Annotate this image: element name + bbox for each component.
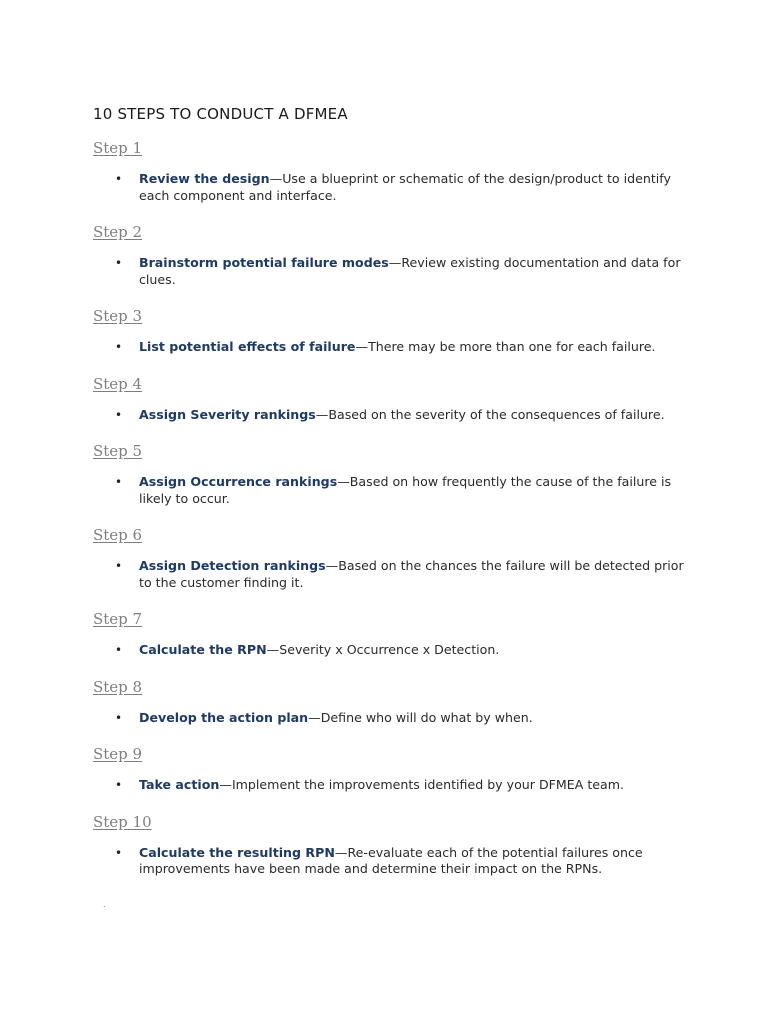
step-bullet-item [93, 255, 684, 288]
step-section [93, 609, 688, 659]
step-term: Brainstorm potential failure modes [139, 255, 389, 270]
step-bullet-item [93, 339, 684, 356]
step-heading: Step 7 [93, 610, 143, 628]
step-term: List potential effects of failure [139, 339, 356, 354]
bullet-icon: • [115, 559, 123, 573]
step-term: Assign Severity rankings [139, 406, 316, 422]
step-bullet-item [93, 777, 684, 794]
step-heading: Step 10 [93, 812, 152, 831]
step-heading: Step 1 [93, 139, 143, 157]
bullet-icon: • [115, 475, 123, 489]
step-description: —Define who will do what by when. [308, 709, 533, 725]
step-description: —Implement the improvements identified by your DFMEA team. [219, 777, 625, 792]
bullet-icon: • [115, 340, 123, 354]
step-bullet-item [93, 407, 684, 424]
step-term: Calculate the RPN [139, 642, 267, 657]
step-description: —Re-evaluate each of the potential failures once improvements have been made and determine their impact on the RPNs. [139, 844, 643, 876]
bullet-icon: • [115, 710, 123, 725]
step-heading: Step 3 [93, 307, 143, 325]
step-heading: Step 8 [93, 677, 143, 696]
bullet-icon: • [115, 845, 123, 860]
step-heading: Step 4 [93, 374, 143, 393]
bullet-icon: • [115, 643, 123, 657]
step-heading: Step 2 [93, 223, 143, 241]
step-section [93, 677, 688, 727]
step-section [93, 525, 688, 591]
step-section [93, 374, 688, 424]
step-description: —Review existing documentation and data for clues. [139, 255, 681, 287]
step-term: Review the design [139, 171, 270, 186]
step-term: Assign Occurrence rankings [139, 474, 338, 489]
bullet-icon: • [115, 172, 123, 186]
step-description: —Severity x Occurrence x Detection. [266, 642, 500, 657]
trailing-mark: . [103, 900, 106, 909]
bullet-icon: • [115, 778, 123, 792]
step-heading: Step 6 [93, 526, 143, 544]
document-title: 10 STEPS TO CONDUCT A DFMEA [93, 105, 348, 123]
step-description: —Based on how frequently the cause of the failure is likely to occur. [139, 474, 672, 506]
step-description: —Based on the severity of the consequences of failure. [315, 406, 665, 422]
step-bullet-item [93, 642, 684, 659]
step-description: —There may be more than one for each failure. [355, 339, 656, 354]
step-term: Calculate the resulting RPN [139, 844, 335, 860]
step-section [93, 138, 688, 204]
step-section [93, 306, 688, 356]
step-section [93, 812, 688, 878]
step-section [93, 441, 688, 507]
step-bullet-item [93, 171, 684, 204]
bullet-icon: • [115, 256, 123, 270]
step-heading: Step 9 [93, 745, 143, 763]
step-heading: Step 5 [93, 442, 143, 460]
step-term: Assign Detection rankings [139, 558, 326, 573]
step-description: —Based on the chances the failure will be detected prior to the customer finding it. [139, 558, 684, 590]
step-term: Develop the action plan [139, 709, 309, 725]
step-term: Take action [139, 777, 220, 792]
step-section [93, 222, 688, 288]
step-bullet-item [93, 558, 684, 591]
step-bullet-item [93, 474, 684, 507]
steps-list [93, 138, 688, 878]
step-bullet-item [93, 845, 684, 878]
step-bullet-item [93, 710, 684, 727]
bullet-icon: • [115, 407, 123, 422]
step-description: —Use a blueprint or schematic of the design/product to identify each component and interface. [139, 171, 671, 203]
step-section [93, 744, 688, 794]
